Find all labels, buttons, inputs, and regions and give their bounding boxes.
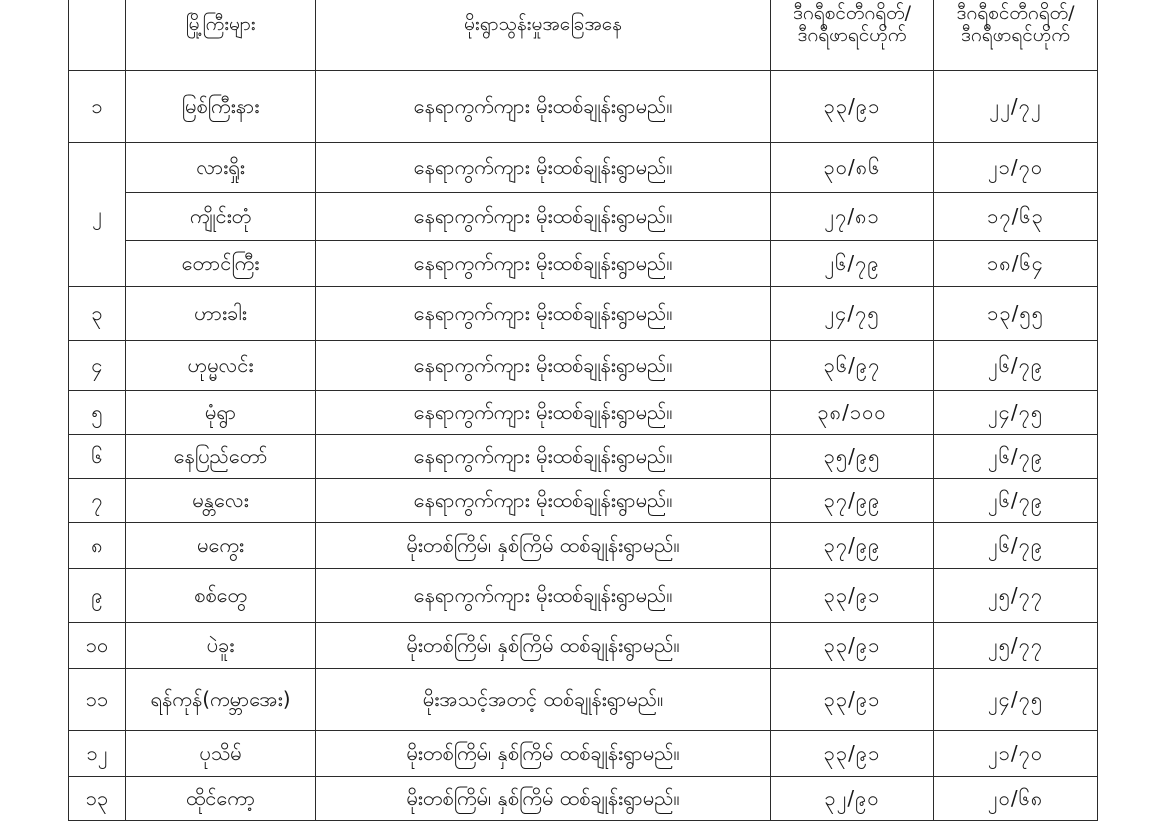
row-number: ၁	[69, 71, 126, 143]
min-temp-cell: ၂၆/၇၉	[934, 435, 1098, 479]
row-number: ၁၁	[69, 669, 126, 731]
max-temp-cell: ၃၅/၉၅	[771, 435, 934, 479]
condition-cell: မိုးတစ်ကြိမ်၊ နှစ်ကြိမ် ထစ်ချုန်းရွာမည်။	[316, 523, 771, 569]
table-row	[69, 731, 1098, 777]
condition-cell: နေရာကွက်ကျား မိုးထစ်ချုန်းရွာမည်။	[316, 143, 771, 193]
row-number: ၅	[69, 391, 126, 435]
city-cell: နေပြည်တော်	[126, 435, 316, 479]
min-temp-cell: ၂၆/၇၉	[934, 479, 1098, 523]
city-cell: ဟားခါး	[126, 287, 316, 341]
condition-cell: နေရာကွက်ကျား မိုးထစ်ချုန်းရွာမည်။	[316, 241, 771, 287]
condition-cell: မိုးတစ်ကြိမ်၊ နှစ်ကြိမ် ထစ်ချုန်းရွာမည်။	[316, 777, 771, 821]
table-row	[69, 479, 1098, 523]
city-cell: မကွေး	[126, 523, 316, 569]
weather-forecast-table	[68, 0, 1098, 821]
max-temp-cell: ၃၇/၉၉	[771, 523, 934, 569]
header-number	[69, 0, 126, 71]
header-condition: မိုးရွာသွန်းမှုအခြေအနေ	[316, 0, 771, 71]
min-temp-cell: ၂၄/၇၅	[934, 669, 1098, 731]
min-temp-cell: ၁၈/၆၄	[934, 241, 1098, 287]
table-row	[69, 71, 1098, 143]
max-temp-cell: ၃၂/၉၀	[771, 777, 934, 821]
min-temp-cell: ၂၆/၇၉	[934, 523, 1098, 569]
max-temp-cell: ၃၃/၉၁	[771, 569, 934, 623]
header-min-temp-line1: ဒီဂရီစင်တီဂရိတ်/	[956, 1, 1075, 24]
table-row	[69, 143, 1098, 193]
max-temp-cell: ၂၄/၇၅	[771, 287, 934, 341]
table-row	[69, 193, 1098, 241]
city-cell: ကျိုင်းတုံ	[126, 193, 316, 241]
row-number: ၇	[69, 479, 126, 523]
city-cell: မုံရွာ	[126, 391, 316, 435]
max-temp-cell: ၃၆/၉၇	[771, 341, 934, 391]
condition-cell: နေရာကွက်ကျား မိုးထစ်ချုန်းရွာမည်။	[316, 193, 771, 241]
table-row	[69, 623, 1098, 669]
header-max-temp	[771, 0, 934, 71]
table-row	[69, 341, 1098, 391]
max-temp-cell: ၃၃/၉၁	[771, 731, 934, 777]
table-row	[69, 569, 1098, 623]
city-cell: တောင်ကြီး	[126, 241, 316, 287]
city-cell: စစ်တွေ	[126, 569, 316, 623]
min-temp-cell: ၂၂/၇၂	[934, 71, 1098, 143]
condition-cell: နေရာကွက်ကျား မိုးထစ်ချုန်းရွာမည်။	[316, 391, 771, 435]
table-row	[69, 523, 1098, 569]
header-max-temp-line1: ဒီဂရီစင်တီဂရိတ်/	[792, 1, 912, 24]
row-number: ၃	[69, 287, 126, 341]
condition-cell: နေရာကွက်ကျား မိုးထစ်ချုန်းရွာမည်။	[316, 71, 771, 143]
min-temp-cell: ၂၆/၇၉	[934, 341, 1098, 391]
header-min-temp-line2: ဒီဂရီဖာရင်ဟိုက်	[961, 23, 1070, 46]
min-temp-cell: ၂၁/၇၀	[934, 143, 1098, 193]
row-number: ၉	[69, 569, 126, 623]
table-row	[69, 777, 1098, 821]
min-temp-cell: ၂၁/၇၀	[934, 731, 1098, 777]
header-min-temp	[934, 0, 1098, 71]
condition-cell: နေရာကွက်ကျား မိုးထစ်ချုန်းရွာမည်။	[316, 341, 771, 391]
row-number: ၈	[69, 523, 126, 569]
max-temp-cell: ၃၃/၉၁	[771, 669, 934, 731]
city-cell: မန္တလေး	[126, 479, 316, 523]
row-number: ၁၃	[69, 777, 126, 821]
table-row	[69, 287, 1098, 341]
min-temp-cell: ၂၀/၆၈	[934, 777, 1098, 821]
header-max-temp-line2: ဒီဂရီဖာရင်ဟိုက်	[797, 23, 907, 46]
condition-cell: မိုးတစ်ကြိမ်၊ နှစ်ကြိမ် ထစ်ချုန်းရွာမည်။	[316, 731, 771, 777]
max-temp-cell: ၃၀/၈၆	[771, 143, 934, 193]
forecast-table-body	[69, 71, 1098, 821]
max-temp-cell: ၃၃/၉၁	[771, 623, 934, 669]
min-temp-cell: ၂၅/၇၇	[934, 623, 1098, 669]
city-cell: ပုသိမ်	[126, 731, 316, 777]
city-cell: လားရှိုး	[126, 143, 316, 193]
condition-cell: မိုးအသင့်အတင့် ထစ်ချုန်းရွာမည်။	[316, 669, 771, 731]
city-cell: ဟုမ္မလင်း	[126, 341, 316, 391]
row-number: ၂	[69, 143, 126, 287]
row-number: ၄	[69, 341, 126, 391]
header-row	[69, 0, 1098, 71]
row-number: ၆	[69, 435, 126, 479]
city-cell: ပဲခူး	[126, 623, 316, 669]
min-temp-cell: ၂၄/၇၅	[934, 391, 1098, 435]
max-temp-cell: ၃၈/၁၀၀	[771, 391, 934, 435]
table-row	[69, 391, 1098, 435]
min-temp-cell: ၁၇/၆၃	[934, 193, 1098, 241]
condition-cell: မိုးတစ်ကြိမ်၊ နှစ်ကြိမ် ထစ်ချုန်းရွာမည်။	[316, 623, 771, 669]
max-temp-cell: ၃၃/၉၁	[771, 71, 934, 143]
header-city: မြို့ကြီးများ	[126, 0, 316, 71]
min-temp-cell: ၁၃/၅၅	[934, 287, 1098, 341]
table-row	[69, 241, 1098, 287]
city-cell: မြစ်ကြီးနား	[126, 71, 316, 143]
max-temp-cell: ၂၆/၇၉	[771, 241, 934, 287]
max-temp-cell: ၃၇/၉၉	[771, 479, 934, 523]
min-temp-cell: ၂၅/၇၇	[934, 569, 1098, 623]
city-cell: ရန်ကုန်(ကမ္ဘာအေး)	[126, 669, 316, 731]
table-row	[69, 435, 1098, 479]
city-cell: ထိုင်ကော့	[126, 777, 316, 821]
condition-cell: နေရာကွက်ကျား မိုးထစ်ချုန်းရွာမည်။	[316, 435, 771, 479]
row-number: ၁၀	[69, 623, 126, 669]
table-row	[69, 669, 1098, 731]
condition-cell: နေရာကွက်ကျား မိုးထစ်ချုန်းရွာမည်။	[316, 479, 771, 523]
row-number: ၁၂	[69, 731, 126, 777]
condition-cell: နေရာကွက်ကျား မိုးထစ်ချုန်းရွာမည်။	[316, 287, 771, 341]
condition-cell: နေရာကွက်ကျား မိုးထစ်ချုန်းရွာမည်။	[316, 569, 771, 623]
max-temp-cell: ၂၇/၈၁	[771, 193, 934, 241]
